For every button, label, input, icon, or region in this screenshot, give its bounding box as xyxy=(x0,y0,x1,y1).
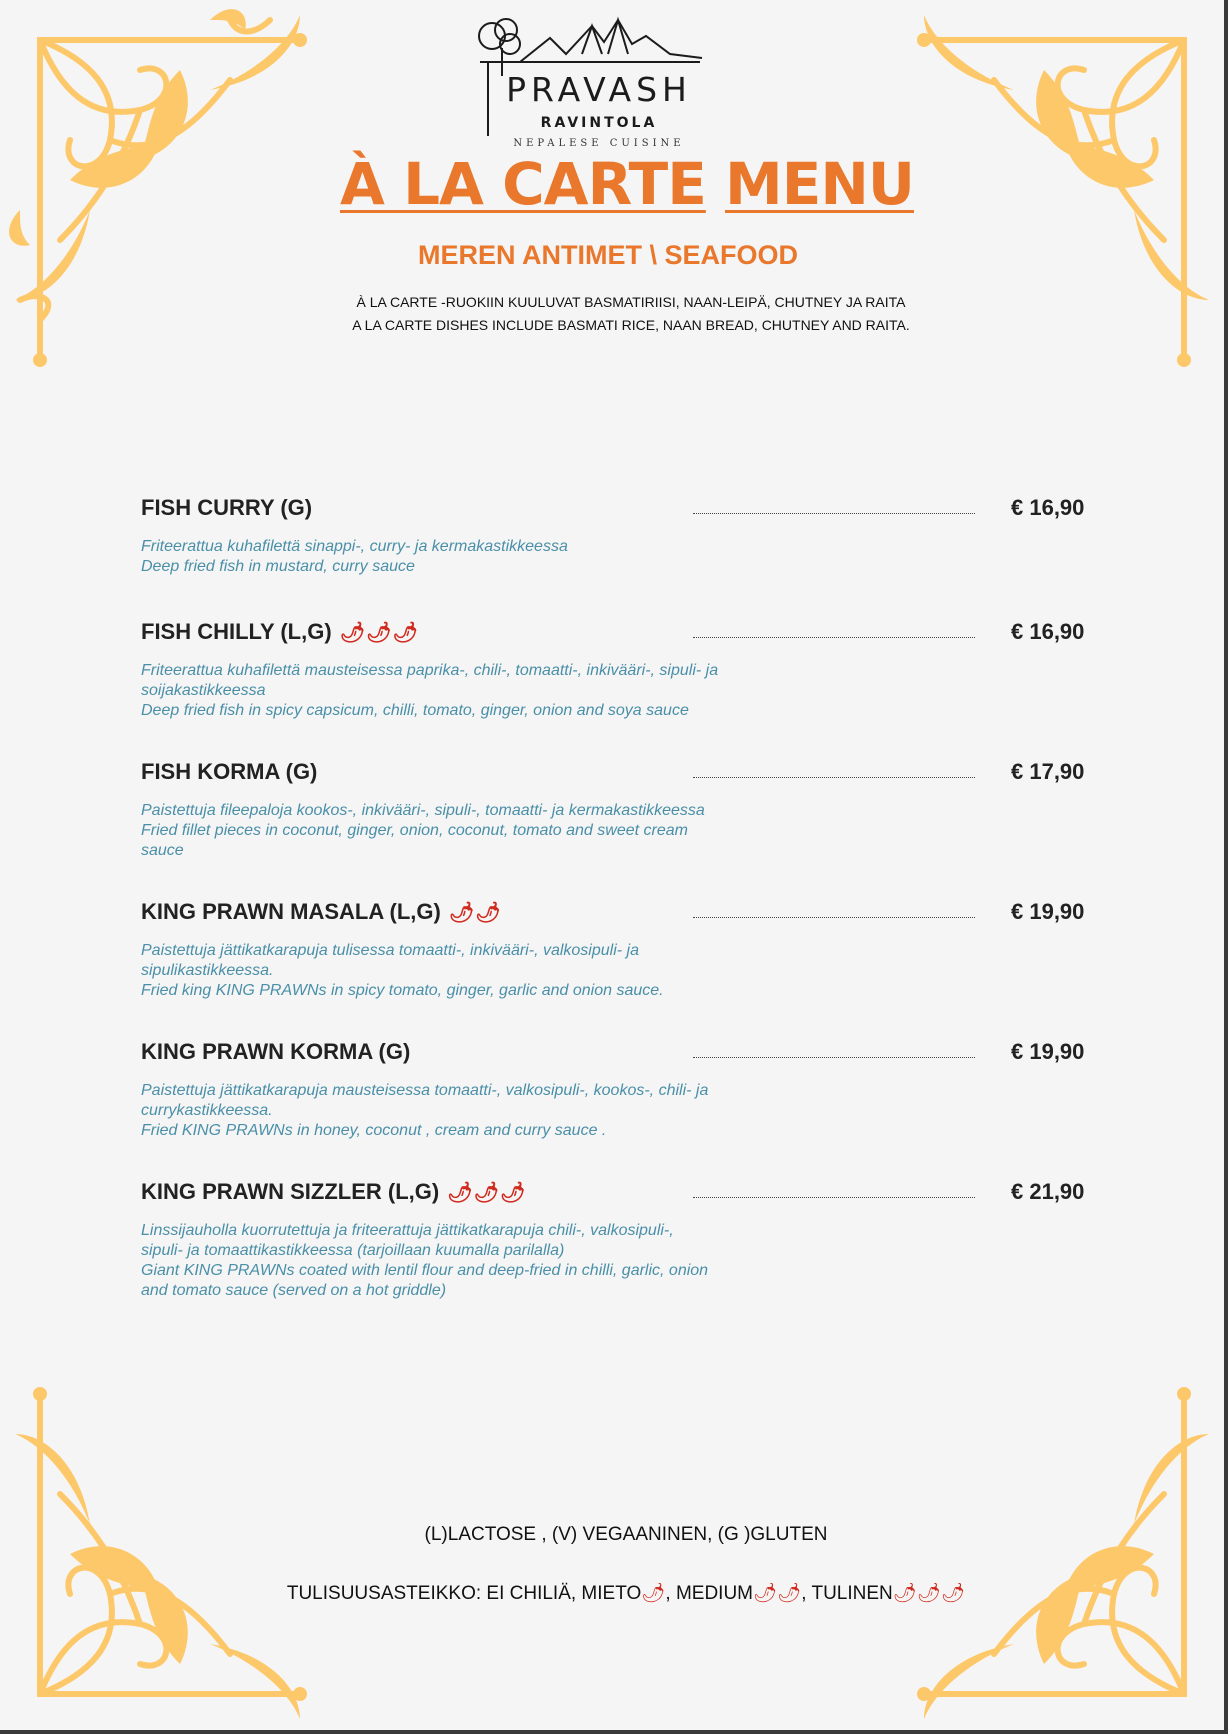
restaurant-logo xyxy=(470,14,710,149)
info-text-en: A LA CARTE DISHES INCLUDE BASMATI RICE, NAAN BREAD, CHUTNEY AND RAITA. xyxy=(352,317,910,333)
page-title xyxy=(0,150,1228,218)
item-name: FISH KORMA (G) xyxy=(141,759,318,784)
item-name: FISH CHILLY (L,G) 🌶🌶🌶 xyxy=(141,619,419,644)
item-name: KING PRAWN KORMA (G) xyxy=(141,1039,411,1064)
chili-icon: 🌶🌶🌶 xyxy=(339,622,419,644)
item-price: € 19,90 xyxy=(1011,1039,1085,1064)
logo-tagline: NEPALESE CUISINE xyxy=(513,138,685,149)
item-price: € 17,90 xyxy=(1011,759,1085,784)
item-name: FISH CURRY (G) xyxy=(141,495,313,520)
chili-icon: 🌶🌶 xyxy=(753,1583,802,1604)
chili-icon: 🌶🌶🌶 xyxy=(447,1182,527,1204)
page-edge-right xyxy=(1224,0,1228,1734)
chili-icon: 🌶 xyxy=(641,1583,666,1604)
page-edge-bottom xyxy=(0,1730,1228,1734)
dotted-leader xyxy=(693,917,975,918)
item-price: € 19,90 xyxy=(1011,899,1085,924)
item-name: KING PRAWN SIZZLER (L,G) 🌶🌶🌶 xyxy=(141,1179,527,1204)
info-text xyxy=(0,291,1228,337)
dotted-leader xyxy=(693,1197,975,1198)
dotted-leader xyxy=(693,1057,975,1058)
item-description: Linssijauholla kuorrutettuja ja friteerattuja jättikatkarapuja chili-, valkosipuli-, sipuli- ja tomaattikastikkeessa (tarjoillaan kuumalla parilalla) Giant KING PRAWNs coated with lentil flour and deep-fried in chilli, garlic, onion and tomato sauce (served on a hot griddle) xyxy=(141,1222,709,1299)
spice-scale-legend: TULISUUSASTEIKKO: EI CHILIÄ, MIETO🌶, MEDIUM🌶🌶, TULINEN🌶🌶🌶 xyxy=(286,1583,966,1604)
item-description: Paistettuja jättikatkarapuja mausteisessa tomaatti-, valkosipuli-, kookos-, chili- ja currykastikkeessa. Fried KING PRAWNs in honey, coconut , cream and curry sauce . xyxy=(141,1082,709,1139)
item-price: € 16,90 xyxy=(1011,619,1085,644)
info-text-fi: À LA CARTE -RUOKIIN KUULUVAT BASMATIRIISI, NAAN-LEIPÄ, CHUTNEY JA RAITA xyxy=(356,294,906,310)
logo-subtitle: RAVINTOLA xyxy=(540,115,658,131)
item-price: € 21,90 xyxy=(1011,1179,1085,1204)
logo-name: PRAVASH xyxy=(506,70,692,109)
title-part-a-la-carte: À LA CARTE xyxy=(340,150,706,218)
item-description: Paistettuja jättikatkarapuja tulisessa tomaatti-, inkivääri-, valkosipuli- ja sipulikastikkeessa. Fried king KING PRAWNs in spicy tomato, ginger, garlic and onion sauce. xyxy=(141,942,664,999)
dotted-leader xyxy=(693,777,975,778)
item-name: KING PRAWN MASALA (L,G) 🌶🌶 xyxy=(141,899,502,924)
item-description: Friteerattua kuhafilettä sinappi-, curry- ja kermakastikkeessa Deep fried fish in mustard, curry sauce xyxy=(141,538,568,575)
section-subtitle: MEREN ANTIMET \ SEAFOOD xyxy=(417,240,798,270)
chili-icon: 🌶🌶 xyxy=(448,902,502,924)
dotted-leader xyxy=(693,637,975,638)
title-part-menu: MENU xyxy=(725,150,914,218)
dotted-leader xyxy=(693,513,975,514)
chili-icon: 🌶🌶🌶 xyxy=(892,1583,966,1604)
item-description: Paistettuja fileepaloja kookos-, inkivääri-, sipuli-, tomaatti- ja kermakastikkeessa Fried fillet pieces in coconut, ginger, onion, coconut, tomato and sweet cream sauce xyxy=(141,802,705,859)
allergen-legend: (L)LACTOSE , (V) VEGAANINEN, (G )GLUTEN xyxy=(424,1524,828,1545)
item-price: € 16,90 xyxy=(1011,495,1085,520)
item-description: Friteerattua kuhafilettä mausteisessa paprika-, chili-, tomaatti-, inkivääri-, sipuli- ja soijakastikkeessa Deep fried fish in spicy capsicum, chilli, tomato, ginger, onion and soya sauce xyxy=(141,662,719,719)
